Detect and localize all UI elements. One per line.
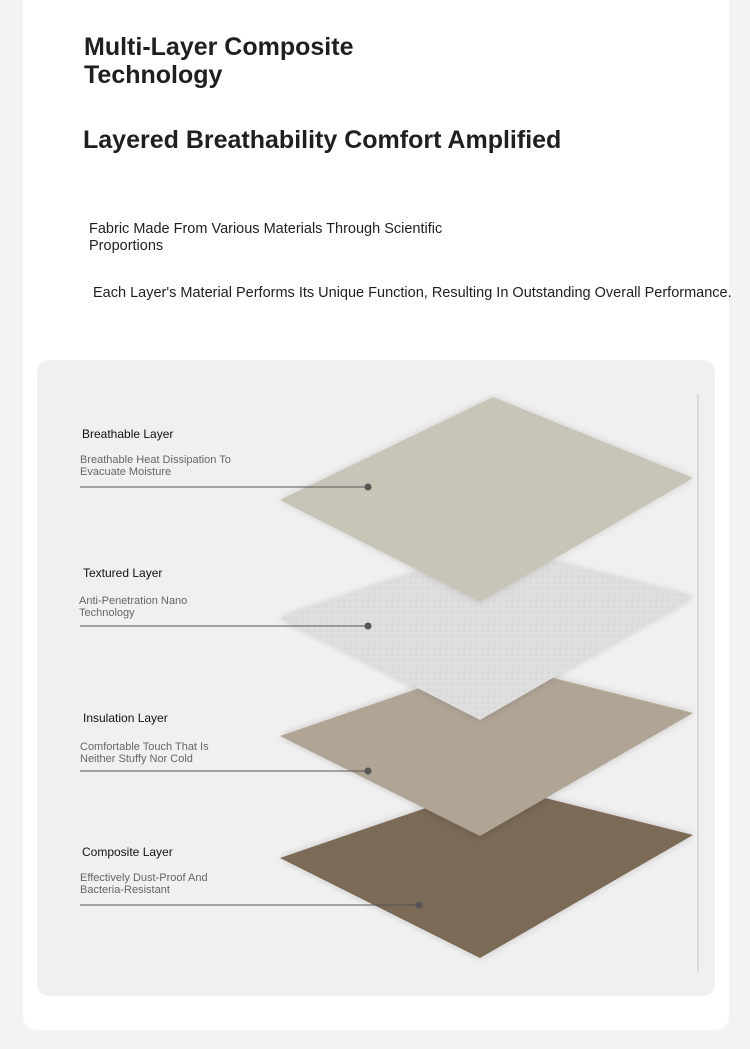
subheading: Layered Breathability Comfort Amplified bbox=[83, 126, 562, 154]
leader-dot bbox=[365, 484, 372, 491]
intro-text: Fabric Made From Various Materials Through Scientific Proportions bbox=[89, 221, 443, 254]
leader-dot bbox=[365, 768, 372, 775]
textured-layer-desc: Anti-Penetration Nano Technology bbox=[79, 595, 188, 619]
composite-layer-desc: Effectively Dust-Proof And Bacteria-Resistant bbox=[80, 872, 208, 896]
breathable-layer-title: Breathable Layer bbox=[82, 427, 174, 441]
breathable-layer-desc: Breathable Heat Dissipation To Evacuate Moisture bbox=[80, 454, 231, 478]
insulation-layer-title: Insulation Layer bbox=[83, 711, 168, 725]
leader-dot bbox=[365, 623, 372, 630]
layer-diagram bbox=[37, 360, 715, 996]
breathable-layer-sheet bbox=[280, 397, 693, 602]
textured-layer-title: Textured Layer bbox=[83, 566, 163, 580]
insulation-layer-desc: Comfortable Touch That Is Neither Stuffy Nor Cold bbox=[80, 741, 209, 765]
composite-layer-title: Composite Layer bbox=[82, 845, 173, 859]
description-text: Each Layer's Material Performs Its Unique Function, Resulting In Outstanding Overall Performance. bbox=[93, 285, 732, 301]
leader-dot bbox=[416, 902, 423, 909]
heading: Multi-Layer Composite Technology bbox=[84, 33, 354, 89]
